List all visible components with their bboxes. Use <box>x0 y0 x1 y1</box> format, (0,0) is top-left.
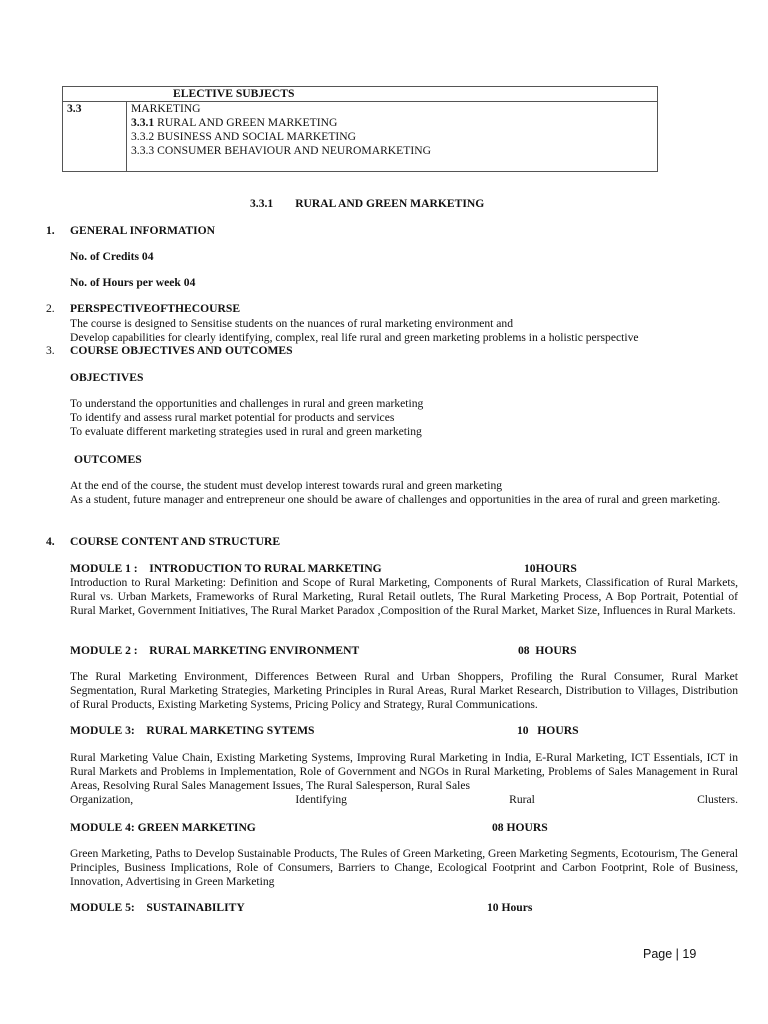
module-hours: 10 Hours <box>487 901 533 914</box>
module-hours: 10 HOURS <box>517 724 579 737</box>
module-hours: 08 HOURS <box>492 821 548 834</box>
table-header-row <box>63 87 658 102</box>
module-title: MODULE 5: SUSTAINABILITY <box>70 901 245 914</box>
section-number: 1. <box>46 224 55 237</box>
table-header: ELECTIVE SUBJECTS <box>63 87 658 102</box>
module-hours: 10HOURS <box>524 562 577 575</box>
module-title: MODULE 1 : INTRODUCTION TO RURAL MARKETING <box>70 562 382 575</box>
perspective-line: Develop capabilities for clearly identifying, complex, real life rural and green marketing problems in a holistic perspective <box>70 331 639 344</box>
subject-item: 3.3.3 CONSUMER BEHAVIOUR AND NEUROMARKETING <box>131 144 431 157</box>
subject-item: 3.3.2 BUSINESS AND SOCIAL MARKETING <box>131 130 357 143</box>
module-body-last-line: Organization, Identifying Rural Clusters. <box>70 793 738 806</box>
credits-text: No. of Credits 04 <box>70 250 154 263</box>
table-row <box>63 102 658 172</box>
objective-item: To understand the opportunities and challenges in rural and green marketing <box>70 397 424 410</box>
module-body: The Rural Marketing Environment, Differences Between Rural and Urban Shoppers, Profiling the Rural Consumer, Rural Market Segmentation, Rural Marketing Strategies, Marketing Principles in Rural Areas, Rural Market Research, Distribution to Villages, Distribution of Rural Products, Existing Marketing Systems, Pricing Policy and Strategy, Rural Communications. <box>70 670 738 712</box>
objective-item: To evaluate different marketing strategies used in rural and green marketing <box>70 425 422 438</box>
module-body: Rural Marketing Value Chain, Existing Marketing Systems, Improving Rural Marketing in India, E-Rural Marketing, ICT Essentials, ICT in Rural Markets and Problems in Implementation, Role of Government and NGOs in Rural Marketing, Problems of Sales Management in Rural Areas, Resolving Rural Sales Management Issues, The Rural Salesperson, Rural Sales <box>70 751 738 793</box>
outcome-item: As a student, future manager and entrepreneur one should be aware of challenges and opportunities in the area of rural and green marketing. <box>70 493 721 506</box>
module-title: MODULE 3: RURAL MARKETING SYTEMS <box>70 724 315 737</box>
perspective-heading: PERSPECTIVEOFTHECOURSE <box>70 302 241 315</box>
objectives-outcomes-heading: COURSE OBJECTIVES AND OUTCOMES <box>70 344 293 357</box>
module-body: Introduction to Rural Marketing: Definition and Scope of Rural Marketing, Components of Rural Markets, Classification of Rural Markets, Rural vs. Urban Markets, Frameworks of Rural Marketing, Rural Retail outlets, The Rural Marketing Process, A Bop Portrait, Potential of Rural Market, Government Initiatives, The Rural Market Paradox ,Composition of the Rural Market, Market Size, Influences in Rural Markets. <box>70 576 738 618</box>
general-info-heading: GENERAL INFORMATION <box>70 224 216 237</box>
table-number-cell: 3.3 <box>63 102 127 172</box>
outcome-item: At the end of the course, the student must develop interest towards rural and green marketing <box>70 479 503 492</box>
section-number: 3. <box>46 344 55 357</box>
objective-item: To identify and assess rural market potential for products and services <box>70 411 395 424</box>
table-subjects-cell <box>127 102 658 172</box>
perspective-line: The course is designed to Sensitise students on the nuances of rural marketing environment and <box>70 317 514 330</box>
module-body: Green Marketing, Paths to Develop Sustainable Products, The Rules of Green Marketing, Green Marketing Segments, Ecotourism, The General Principles, Business Implications, Role of Consumers, Barriers to Change, Ecological Footprint and Carbon Footprint, Role of Business, Innovation, Advertising in Green Marketing <box>70 847 738 889</box>
objectives-heading: OBJECTIVES <box>70 371 144 384</box>
subject-title: MARKETING <box>131 102 201 115</box>
outcomes-heading: OUTCOMES <box>74 453 142 466</box>
course-content-heading: COURSE CONTENT AND STRUCTURE <box>70 535 281 548</box>
subject-item: 3.3.1 RURAL AND GREEN MARKETING <box>131 116 338 129</box>
hours-text: No. of Hours per week 04 <box>70 276 196 289</box>
section-number: 2. <box>46 302 55 315</box>
elective-subjects-table <box>62 86 658 172</box>
module-title: MODULE 2 : RURAL MARKETING ENVIRONMENT <box>70 644 360 657</box>
section-number: 4. <box>46 535 55 548</box>
page-number: Page | 19 <box>643 947 697 961</box>
section-title: 3.3.1 RURAL AND GREEN MARKETING <box>250 197 485 210</box>
module-title: MODULE 4: GREEN MARKETING <box>70 821 256 834</box>
module-hours: 08 HOURS <box>518 644 577 657</box>
